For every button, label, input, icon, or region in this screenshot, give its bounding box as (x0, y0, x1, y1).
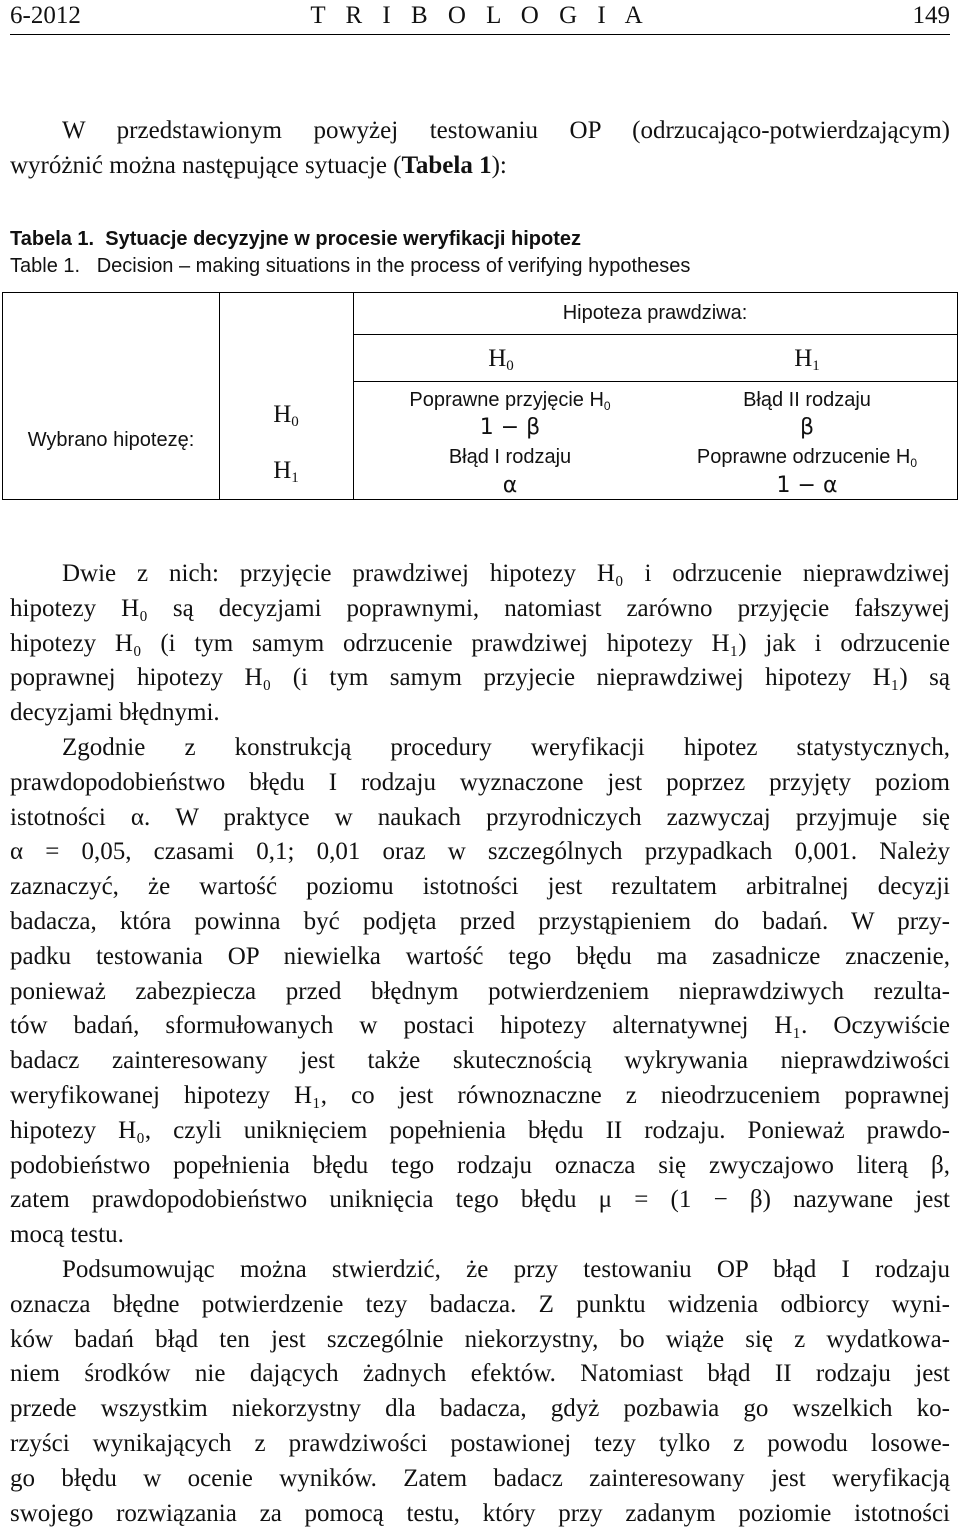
cell-correct-rejection: Poprawne odrzucenie $H_0$ (696, 446, 918, 470)
body-line: przede wszystkim niekorzystny dla badacza, gdyż pozbawia go wszelkich ko- (10, 1395, 950, 1423)
body-line: prawdopodobieństwo błędu I rodzaju wyznaczone jest poprzez przyjęty poziom (10, 768, 950, 796)
journal-title: T R I B O L O G I A (310, 2, 650, 29)
body-line: istotności α. W praktyce w naukach przyrodniczych zazwyczaj przyjmuje się (10, 803, 950, 831)
body-line: hipotezy H₀, czyli uniknięciem popełnienia błędu II rodzaju. Ponieważ prawdo- (10, 1116, 950, 1144)
body-line: go błędu w ocenie wyników. Zatem badacz zainteresowany jest weryfikacją (10, 1464, 950, 1492)
body-line: podobieństwo popełnienia błędu tego rodzaju oznacza się zwyczajowo literą β, (10, 1151, 950, 1179)
body-line: poprawnej hipotezy H₀ (i tym samym przyjecie nieprawdziwej hipotezy H₁) są (10, 664, 950, 692)
caption-pl: Tabela 1. Sytuacje decyzyjne w procesie weryfikacji hipotez (10, 228, 582, 250)
cell-correct-acceptance-symbol: 1 − β (479, 415, 541, 440)
body-line: Zgodnie z konstrukcją procedury weryfikacji hipotez statystycznych, (62, 734, 950, 761)
body-line: hipotezy H₀ (i tym samym odrzucenie prawdziwej hipotezy H₁) jak i odrzucenie (10, 629, 950, 657)
body-line: α = 0,05, czasami 0,1; 0,01 oraz w szczególnych przypadkach 0,001. Należy (10, 838, 950, 866)
body-line: mocą testu. (10, 1221, 124, 1249)
cell-type1-error: Błąd I rodzaju (448, 446, 572, 468)
row-h1: $H_1$ (273, 457, 299, 486)
body-line: badacz zainteresowany jest także skutecznością wykrywania nieprawdziwości (10, 1047, 950, 1075)
true-hypothesis-header: Hipoteza prawdziwa: (562, 302, 748, 324)
body-line: ków badań błąd ten jest szczególnie niekorzystny, bo wiąże się z wydatkowa- (10, 1325, 950, 1353)
issue-number: 6-2012 (10, 2, 81, 29)
intro-line-1: W przedstawionym powyżej testowaniu OP (odrzucająco-potwierdzającym) (62, 117, 950, 144)
page-number: 149 (912, 2, 950, 29)
column-h0: $H_0$ (488, 345, 514, 374)
intro-line-2: wyróżnić można następujące sytuacje (Tabela 1): (10, 152, 507, 179)
divider (353, 381, 957, 382)
decision-table (2, 292, 958, 500)
page-header (10, 0, 950, 35)
body-line: decyzjami błędnymi. (10, 699, 220, 727)
caption-en: Table 1. Decision – making situations in the process of verifying hypotheses (10, 255, 691, 277)
cell-type1-error-symbol: α (502, 473, 518, 498)
column-h1: $H_1$ (794, 345, 820, 374)
body-line: oznacza błędne potwierdzenie tezy badacza. Z punktu widzenia odbiorcy wyni- (10, 1290, 950, 1318)
body-line: Podsumowując można stwierdzić, że przy testowaniu OP błąd I rodzaju (62, 1256, 950, 1283)
cell-type2-error: Błąd II rodzaju (743, 389, 871, 411)
body-line: ponieważ zabezpiecza przed błędnym potwierdzeniem nieprawdziwych rezulta- (10, 977, 950, 1005)
body-line: zaznaczyć, że wartość poziomu istotności jest rezultatem arbitralnej decyzji (10, 873, 950, 901)
chosen-hypothesis-header: Wybrano hipotezę: (27, 429, 195, 451)
cell-correct-rejection-symbol: 1 − α (776, 473, 838, 498)
cell-correct-acceptance: Poprawne przyjęcie $H_0$ (409, 389, 611, 413)
body-line: padku testowania OP niewielka wartość tego błędu ma zasadnicze znaczenie, (10, 942, 950, 970)
body-line: rzyści wynikających z prawdziwości postawionej tezy tylko z powodu losowe- (10, 1430, 950, 1457)
body-line: hipotezy H₀ są decyzjami poprawnymi, natomiast zarówno przyjęcie fałszywej (10, 594, 950, 622)
body-line: tów badań, sformułowanych w postaci hipotezy alternatywnej H₁. Oczywiście (10, 1012, 950, 1040)
row-h0: $H_0$ (273, 401, 299, 430)
table-reference: Tabela 1 (401, 152, 492, 179)
divider (353, 334, 957, 335)
body-line: badacza, która powinna być podjęta przed przystąpieniem do badań. W przy- (10, 908, 950, 935)
cell-type2-error-symbol: β (799, 415, 815, 440)
body-line: Dwie z nich: przyjęcie prawdziwej hipotezy H₀ i odrzucenie nieprawdziwej (62, 560, 950, 587)
body-line: swojego rozwiązania za pomocą testu, który przy zadanym poziomie istotności (10, 1499, 950, 1527)
body-line: niem środków nie dających żadnych efektów. Natomiast błąd II rodzaju jest (10, 1360, 950, 1388)
body-line: weryfikowanej hipotezy H₁, co jest równoznaczne z nieodrzuceniem poprawnej (10, 1082, 950, 1109)
body-line: zatem prawdopodobieństwo uniknięcia tego błędu μ = (1 − β) nazywane jest (10, 1186, 950, 1214)
